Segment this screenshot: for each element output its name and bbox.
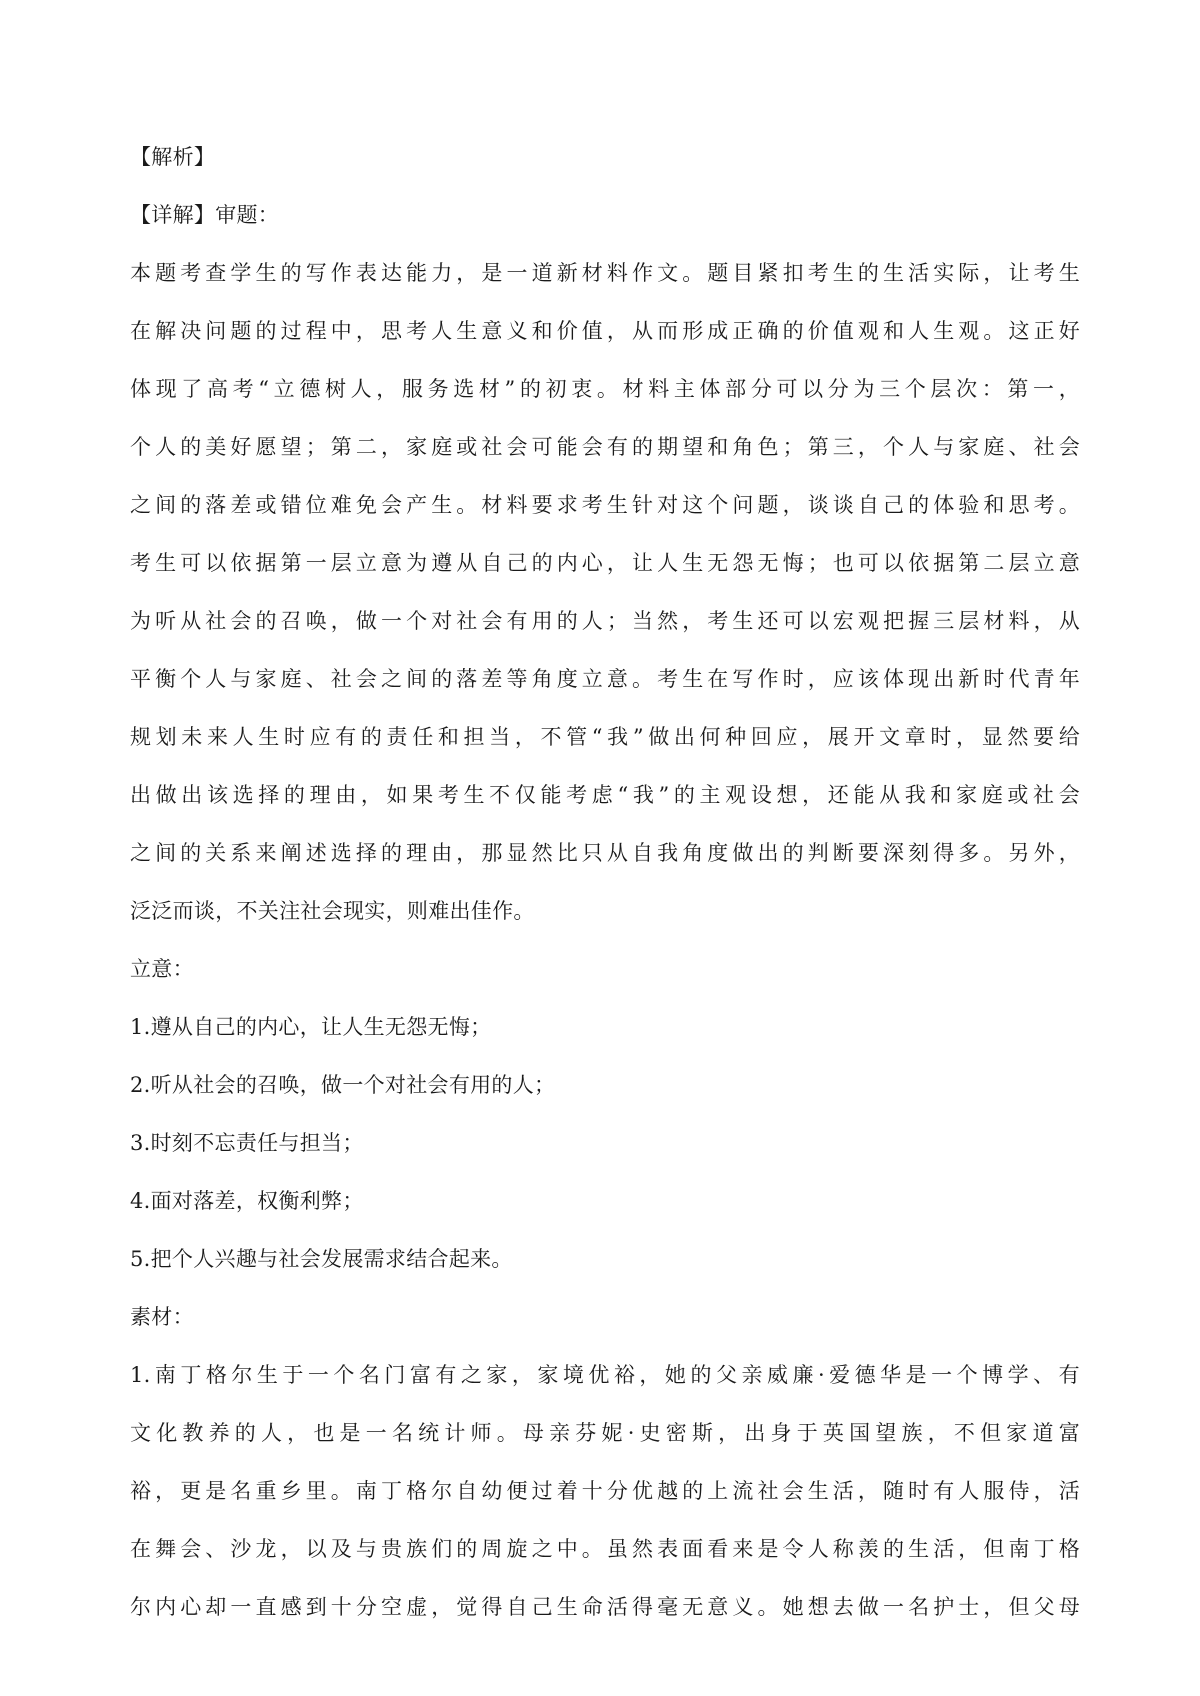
paragraph-line: 个人的美好愿望；第二，家庭或社会可能会有的期望和角色；第三，个人与家庭、社会 (130, 435, 1080, 459)
paragraph-line: 平衡个人与家庭、社会之间的落差等角度立意。考生在写作时，应该体现出新时代青年 (130, 667, 1080, 691)
paragraph-line: 体现了高考“立德树人，服务选材”的初衷。材料主体部分可以分为三个层次：第一， (130, 377, 1080, 401)
list-item: 5.把个人兴趣与社会发展需求结合起来。 (130, 1247, 513, 1271)
list-item: 1.遵从自己的内心，让人生无怨无悔； (130, 1015, 492, 1039)
theme-list (130, 1010, 1080, 1276)
paragraph-line: 出做出该选择的理由，如果考生不仅能考虑“我”的主观设想，还能从我和家庭或社会 (130, 783, 1080, 807)
paragraph-line: 规划未来人生时应有的责任和担当，不管“我”做出何种回应，展开文章时，显然要给 (130, 725, 1080, 749)
material-label: 素材： (130, 1305, 194, 1329)
list-item: 4.面对落差，权衡利弊； (130, 1189, 364, 1213)
paragraph-line: 1.南丁格尔生于一个名门富有之家，家境优裕，她的父亲威廉·爱德华是一个博学、有 (130, 1363, 1080, 1387)
list-item: 3.时刻不忘责任与担当； (130, 1131, 364, 1155)
theme-label: 立意： (130, 957, 194, 981)
paragraph-line: 裕，更是名重乡里。南丁格尔自幼便过着十分优越的上流社会生活，随时有人服侍，活 (130, 1479, 1080, 1503)
list-item: 2.听从社会的召唤，做一个对社会有用的人； (130, 1073, 556, 1097)
paragraph-line: 之间的落差或错位难免会产生。材料要求考生针对这个问题，谈谈自己的体验和思考。 (130, 493, 1080, 517)
document-page (130, 140, 1080, 1648)
paragraph-line: 泛泛而谈，不关注社会现实，则难出佳作。 (130, 899, 535, 923)
paragraph-line: 为听从社会的召唤，做一个对社会有用的人；当然，考生还可以宏观把握三层材料，从 (130, 609, 1080, 633)
analysis-heading: 【解析】 (130, 145, 216, 169)
paragraph-line: 之间的关系来阐述选择的理由，那显然比只从自我角度做出的判断要深刻得多。另外， (130, 841, 1080, 865)
paragraph-line: 在解决问题的过程中，思考人生意义和价值，从而形成正确的价值观和人生观。这正好 (130, 319, 1080, 343)
review-paragraph (130, 256, 1080, 928)
paragraph-line: 文化教养的人，也是一名统计师。母亲芬妮·史密斯，出身于英国望族，不但家道富 (130, 1421, 1080, 1445)
paragraph-line: 尔内心却一直感到十分空虚，觉得自己生命活得毫无意义。她想去做一名护士，但父母 (130, 1595, 1080, 1619)
paragraph-line: 在舞会、沙龙，以及与贵族们的周旋之中。虽然表面看来是令人称羡的生活，但南丁格 (130, 1537, 1080, 1561)
paragraph-line: 本题考查学生的写作表达能力，是一道新材料作文。题目紧扣考生的生活实际，让考生 (130, 261, 1080, 285)
detail-heading: 【详解】审题： (130, 203, 280, 227)
material-paragraph (130, 1358, 1080, 1624)
paragraph-line: 考生可以依据第一层立意为遵从自己的内心，让人生无怨无悔；也可以依据第二层立意 (130, 551, 1080, 575)
